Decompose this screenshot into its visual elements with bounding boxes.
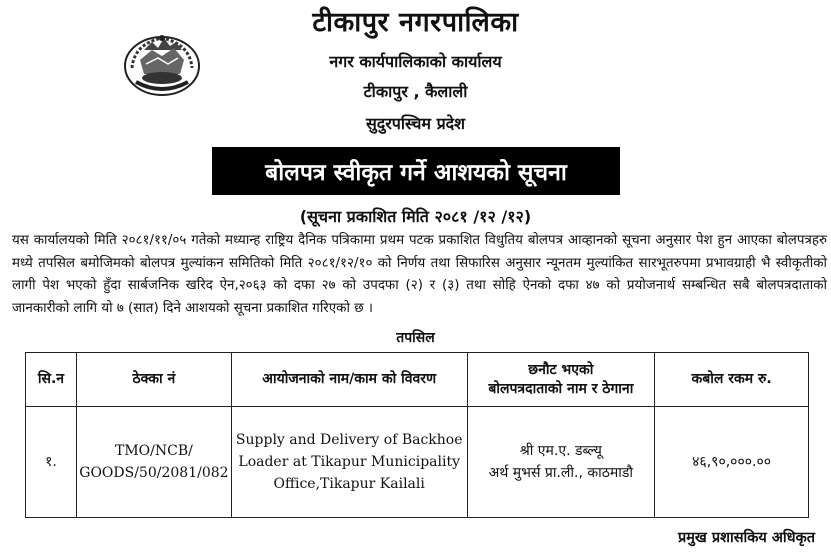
notice-title: बोलपत्र स्वीकृत गर्ने आशयको सूचना — [265, 160, 567, 186]
table-row — [26, 407, 809, 518]
cell-bidder — [467, 407, 655, 518]
project-line3: Office,Tikapur Kailali — [273, 476, 425, 492]
table-header-row — [26, 353, 809, 407]
header-sn: सि.न — [26, 353, 77, 407]
cell-project — [231, 407, 467, 518]
contract-no-line1: TMO/NCB/ — [114, 443, 193, 459]
contract-no-line2: GOODS/50/2081/082 — [79, 465, 229, 481]
header-project: आयोजनाको नाम/काम को विवरण — [231, 353, 467, 407]
award-table — [25, 352, 809, 518]
municipality-name: टीकापुर नगरपालिका — [312, 7, 519, 38]
header-bidder-line1: छनौट भएको — [528, 361, 594, 378]
office-name: नगर कार्यपालिकाको कार्यालय — [329, 52, 502, 71]
cell-contract-no — [76, 407, 231, 518]
bidder-line2: अर्थ मुभर्स प्रा.ली., काठमाडौ — [488, 465, 634, 481]
header-amount: कबोल रकम रु. — [655, 353, 809, 407]
office-location: टीकापुर , कैलाली — [363, 82, 468, 101]
province-name: सुदुरपस्चिम प्रदेश — [365, 114, 466, 133]
cell-sn: १. — [26, 407, 77, 518]
publication-date: (सूचना प्रकाशित मिति २०८१ /१२ /१२) — [299, 207, 532, 226]
cell-amount: ४६,९०,०००.०० — [655, 407, 809, 518]
header-bidder — [467, 353, 655, 407]
notice-title-banner — [212, 147, 620, 195]
signatory-title: प्रमुख प्रशासकिय अधिकृत — [678, 530, 815, 546]
bidder-line1: श्री एम.ए. डब्ल्यू — [519, 443, 602, 459]
header-bidder-line2: बोलपत्रदाताको नाम र ठेगाना — [488, 380, 634, 397]
project-line2: Loader at Tikapur Municipality — [238, 454, 461, 470]
header-contract-no: ठेक्का नं — [76, 353, 231, 407]
schedule-label: तपसिल — [396, 330, 435, 346]
notice-body: यस कार्यालयको मिति २०८१/११/०५ गतेको मध्यान्ह राष्ट्रिय दैनिक पत्रिकामा प्रथम पटक प्रकाशित विधुतिय बोलपत्र आव्हानको सूचना अनुसार पेश हुन आएका बोलपत्रहरु मध्ये तपसिल बमोजिमको बोलपत्र मुल्यांकन समितिको मिति २०८१/१२/१० को निर्णय तथा सिफारिस अनुसार न्यूनतम मुल्यांकित सारभूतरुपमा प्रभावग्राही भै स्वीकृतीको लागी पेश भएको हुँदा सार्बजनिक खरिद ऐन,२०६३ को दफा २७ को उपदफा (२) र (३) तथा सोहि ऐनको दफा ४७ को प्रयोजनार्थ सम्बन्धित सबै बोलपत्रदाताको जानकारीको लागि यो ७ (सात) दिने आशयको सूचना प्रकाशित गरिएको छ । — [12, 233, 827, 316]
project-line1: Supply and Delivery of Backhoe — [235, 432, 463, 448]
